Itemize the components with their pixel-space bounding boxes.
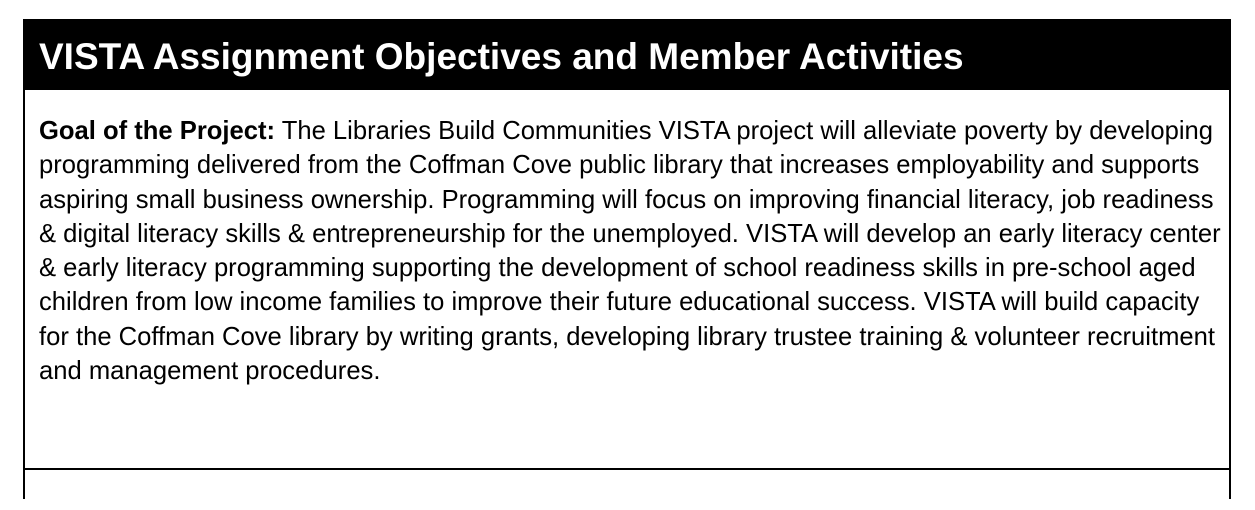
section-header-bar: [25, 21, 1229, 90]
objectives-table: [23, 19, 1231, 499]
goal-paragraph: [39, 114, 1221, 388]
goal-text: The Libraries Build Communities VISTA project will alleviate poverty by developing programming delivered from the Coffman Cove public library that increases employability and supports aspiring small business ownership. Programming will focus on improving financial literacy, job readiness & digital literacy skills & entrepreneurship for the unemployed. VISTA will develop an early literacy center & early literacy programming supporting the development of school readiness skills in pre-school aged children from low income families to improve their future educational success. VISTA will build capacity for the Coffman Cove library by writing grants, developing library trustee training & volunteer recruitment and management procedures.: [39, 117, 1221, 386]
section-title: VISTA Assignment Objectives and Member Activities: [39, 36, 964, 77]
goal-label: Goal of the Project:: [39, 117, 276, 145]
next-table-cell: [25, 470, 1229, 510]
goal-cell: [25, 90, 1229, 470]
